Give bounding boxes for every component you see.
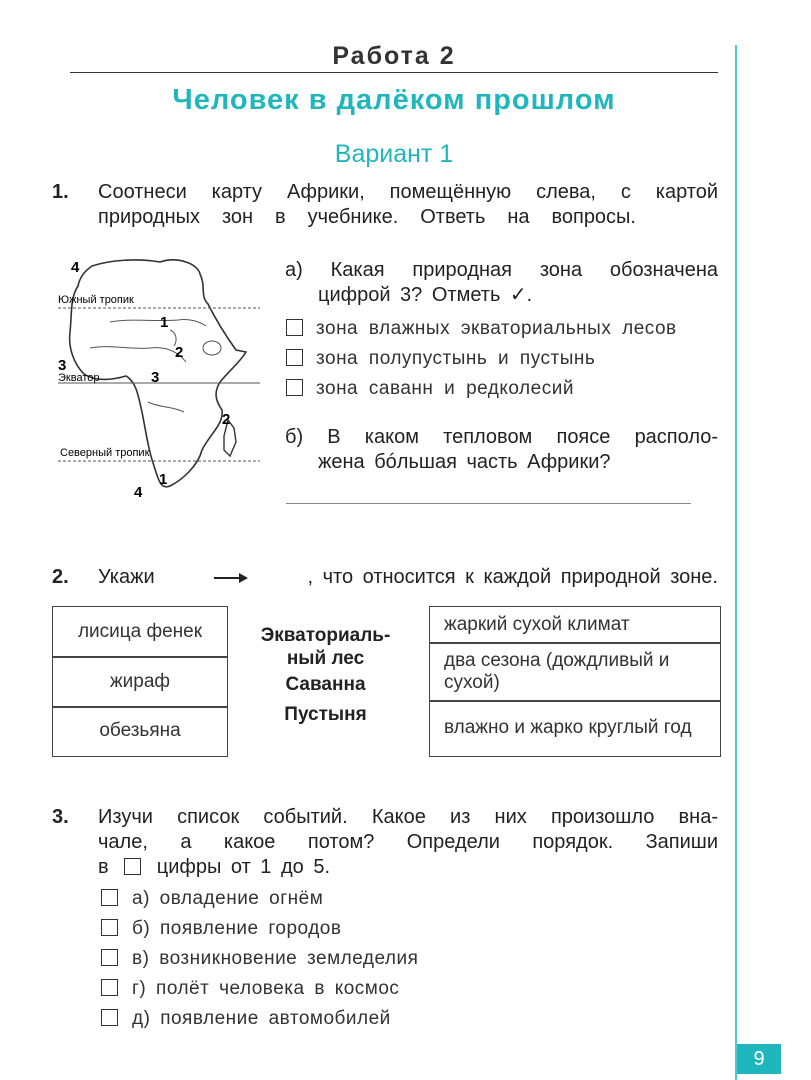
option-row-3 bbox=[286, 378, 574, 400]
animal-cell-2[interactable]: жираф bbox=[109, 671, 171, 692]
map-number-4-top: 4 bbox=[71, 259, 80, 276]
page-title: Человек в далёком прошлом bbox=[172, 84, 616, 116]
map-label-southern-tropic: Южный тропик bbox=[58, 294, 134, 306]
zone-equatorial-line2: ный лес bbox=[286, 648, 365, 669]
event-row-4 bbox=[101, 978, 399, 1000]
map-number-3-center: 3 bbox=[151, 369, 160, 386]
question-2-text-before: Укажи bbox=[98, 566, 155, 588]
map-label-northern-tropic: Северный тропик bbox=[60, 447, 150, 459]
arrow-icon bbox=[213, 572, 249, 584]
work-title: Работа 2 bbox=[332, 42, 456, 70]
map-number-2-right: 2 bbox=[222, 411, 231, 428]
zone-equatorial-line1: Экваториаль- bbox=[260, 625, 391, 646]
question-1b-line2: жена бóльшая часть Африки? bbox=[318, 451, 611, 473]
answer-box-icon bbox=[124, 858, 141, 875]
question-3-number: 3. bbox=[52, 806, 69, 828]
zone-savanna[interactable]: Саванна bbox=[285, 674, 366, 695]
animal-cell-3[interactable]: обезьяна bbox=[99, 720, 181, 741]
page-margin-rule bbox=[735, 45, 737, 1080]
option-3-checkbox[interactable] bbox=[286, 379, 303, 396]
zone-equatorial-forest[interactable] bbox=[238, 624, 413, 670]
event-row-5 bbox=[101, 1008, 391, 1030]
question-3-line3-before: в bbox=[98, 856, 109, 878]
page-number: 9 bbox=[737, 1044, 781, 1074]
question-2-text bbox=[98, 565, 718, 590]
map-number-1-top: 1 bbox=[160, 314, 169, 331]
africa-map bbox=[50, 252, 280, 502]
event-row-3 bbox=[101, 948, 418, 970]
map-number-2-top: 2 bbox=[175, 344, 184, 361]
question-3-line3-after: цифры от 1 до 5. bbox=[156, 856, 330, 878]
question-1-text-line1: Соотнеси карту Африки, помещённую слева, с картой bbox=[98, 181, 718, 203]
option-2-label: зона полупустынь и пустынь bbox=[316, 348, 596, 369]
option-3-label: зона саванн и редколесий bbox=[316, 378, 574, 399]
event-4-label: г) полёт человека в космос bbox=[132, 978, 400, 999]
event-2-box[interactable] bbox=[101, 919, 118, 936]
animals-table bbox=[52, 606, 228, 757]
question-1b-line1: б) В каком тепловом поясе располо- bbox=[285, 426, 718, 448]
event-3-label: в) возникновение земледелия bbox=[132, 948, 419, 969]
question-3-line1: Изучи список событий. Какое из них произошло вна- bbox=[98, 806, 718, 828]
option-1-label: зона влажных экваториальных лесов bbox=[316, 318, 677, 339]
variant-title: Вариант 1 bbox=[334, 140, 454, 168]
option-2-checkbox[interactable] bbox=[286, 349, 303, 366]
question-1a-line2: цифрой 3? Отметь ✓. bbox=[318, 284, 533, 306]
option-1-checkbox[interactable] bbox=[286, 319, 303, 336]
option-row-1 bbox=[286, 318, 677, 340]
climate-table bbox=[429, 606, 721, 757]
option-row-2 bbox=[286, 348, 595, 370]
map-number-3-left: 3 bbox=[58, 357, 67, 374]
event-5-box[interactable] bbox=[101, 1009, 118, 1026]
question-1a-line1: а) Какая природная зона обозначена bbox=[285, 259, 718, 281]
map-number-4-bottom: 4 bbox=[134, 484, 143, 501]
event-5-label: д) появление автомобилей bbox=[132, 1008, 391, 1029]
climate-cell-3[interactable]: влажно и жарко круглый год bbox=[444, 717, 692, 738]
header-rule bbox=[70, 72, 718, 73]
event-row-1 bbox=[101, 888, 323, 910]
question-2-number: 2. bbox=[52, 566, 69, 588]
event-3-box[interactable] bbox=[101, 949, 118, 966]
map-label-equator: Экватор bbox=[58, 372, 100, 384]
event-2-label: б) появление городов bbox=[132, 918, 342, 939]
zone-desert[interactable]: Пустыня bbox=[284, 704, 367, 725]
question-2-text-after: , что относится к каждой природной зоне. bbox=[307, 566, 718, 588]
event-1-box[interactable] bbox=[101, 889, 118, 906]
climate-cell-2[interactable]: два сезона (дождливый и сухой) bbox=[444, 650, 670, 693]
event-row-2 bbox=[101, 918, 341, 940]
event-1-label: а) овладение огнём bbox=[132, 888, 324, 909]
question-1-number: 1. bbox=[52, 181, 69, 203]
event-4-box[interactable] bbox=[101, 979, 118, 996]
animal-cell-1[interactable]: лисица фенек bbox=[77, 621, 203, 642]
question-3-line3 bbox=[98, 855, 330, 880]
question-3-line2: чале, а какое потом? Определи порядок. Запиши bbox=[98, 831, 718, 853]
map-number-1-bottom: 1 bbox=[159, 471, 168, 488]
climate-cell-1[interactable]: жаркий сухой климат bbox=[444, 614, 630, 635]
answer-line[interactable] bbox=[286, 503, 691, 504]
question-1-text-line2: природных зон в учебнике. Ответь на вопросы. bbox=[98, 206, 636, 228]
